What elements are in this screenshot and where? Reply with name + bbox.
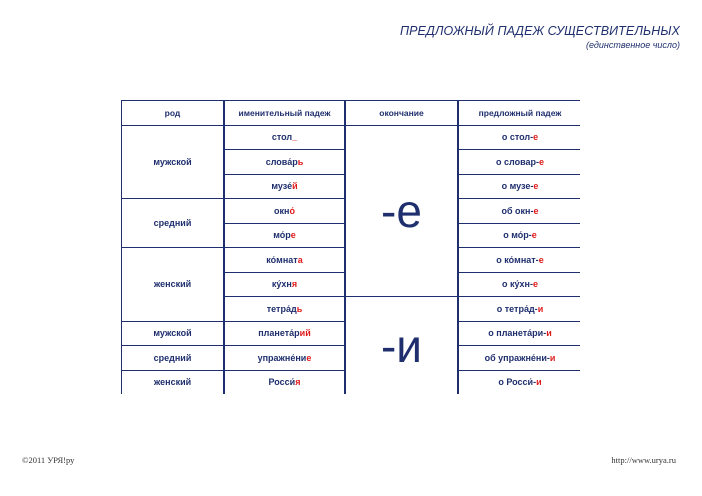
nominative-word <box>225 175 344 199</box>
prepositional-stem: о ко́мнат- <box>496 254 539 265</box>
gender-neuter-1: средний <box>122 199 223 247</box>
prepositional-stem: о словар- <box>495 156 539 167</box>
nominative-stem: стол <box>271 132 293 143</box>
ending-e: -е <box>381 184 422 237</box>
nominative-stem: окн <box>274 205 290 216</box>
prepositional-stem: о Росси́- <box>498 377 537 388</box>
prepositional-stem: об окн- <box>501 205 534 216</box>
nominative-stem: Росси́ <box>268 377 296 388</box>
nominative-word <box>225 273 344 297</box>
prepositional-ending: е <box>533 181 539 192</box>
footer-copyright: ©2011 УРЯ!ру <box>22 455 75 465</box>
declension-table <box>121 100 580 394</box>
nominative-word <box>225 199 344 223</box>
nominative-stem: слова́р <box>265 156 298 167</box>
nominative-word <box>225 126 344 150</box>
prepositional-stem: о стол- <box>501 132 534 143</box>
prepositional-ending: и <box>549 352 556 363</box>
nominative-ending: _ <box>292 132 298 143</box>
ending-i-cell <box>346 297 457 394</box>
nominative-ending: е <box>306 352 312 363</box>
nominative-stem: музе́ <box>271 181 293 192</box>
page-subtitle: (единственное число) <box>586 40 680 50</box>
prepositional-ending: и <box>537 303 544 314</box>
header-gender: род <box>122 101 223 125</box>
prepositional-ending: и <box>546 328 552 339</box>
nominative-word <box>225 248 344 272</box>
nominative-word <box>225 322 344 346</box>
prepositional-ending: и <box>536 377 542 388</box>
header-prepositional: предложный падеж <box>459 101 581 125</box>
nominative-ending: я <box>295 377 301 388</box>
prepositional-ending: е <box>533 205 539 216</box>
nominative-word <box>225 297 344 321</box>
prepositional-word <box>459 371 581 395</box>
page-title: ПРЕДЛОЖНЫЙ ПАДЕЖ СУЩЕСТВИТЕЛЬНЫХ <box>399 24 680 38</box>
prepositional-word <box>459 297 581 321</box>
prepositional-word <box>459 273 581 297</box>
gender-feminine-2: женский <box>122 371 223 395</box>
prepositional-ending: е <box>533 132 539 143</box>
prepositional-ending: е <box>531 230 537 241</box>
nominative-ending: а <box>297 254 303 265</box>
prepositional-stem: о планета́ри- <box>488 328 547 339</box>
prepositional-word <box>459 126 581 150</box>
header-nominative: именительный падеж <box>225 101 344 125</box>
ending-e-cell <box>346 126 457 297</box>
nominative-stem: тетра́д <box>266 303 297 314</box>
gender-neuter-2: средний <box>122 346 223 370</box>
prepositional-stem: о тетра́д- <box>496 303 538 314</box>
header-ending: окончание <box>346 101 457 125</box>
nominative-ending: ий <box>299 328 311 339</box>
gender-feminine-1: женский <box>122 248 223 321</box>
prepositional-word <box>459 150 581 174</box>
footer-url[interactable]: http://www.urya.ru <box>611 455 676 465</box>
prepositional-word <box>459 322 581 346</box>
prepositional-word <box>459 175 581 199</box>
prepositional-stem: о музе- <box>501 181 534 192</box>
gender-masculine-2: мужской <box>122 322 223 346</box>
prepositional-word <box>459 224 581 248</box>
prepositional-ending: е <box>532 279 538 290</box>
nominative-ending: я <box>291 279 298 290</box>
prepositional-word <box>459 248 581 272</box>
nominative-ending: ь <box>296 303 303 314</box>
nominative-stem: планета́р <box>258 328 300 339</box>
nominative-stem: упражне́ни <box>257 352 307 363</box>
nominative-stem: мо́р <box>273 230 291 241</box>
nominative-word <box>225 371 344 395</box>
nominative-word <box>225 224 344 248</box>
prepositional-word <box>459 346 581 370</box>
nominative-ending: й <box>292 181 298 192</box>
prepositional-ending: е <box>538 254 544 265</box>
nominative-ending: о́ <box>289 205 295 216</box>
prepositional-stem: о мо́р- <box>503 230 532 241</box>
nominative-ending: ь <box>297 156 304 167</box>
prepositional-stem: о ку́хн- <box>502 279 533 290</box>
nominative-word <box>225 346 344 370</box>
nominative-stem: ку́хн <box>271 279 292 290</box>
nominative-word <box>225 150 344 174</box>
prepositional-ending: е <box>539 156 545 167</box>
ending-i: -и <box>380 319 422 372</box>
prepositional-stem: об упражне́ни- <box>484 352 550 363</box>
gender-masculine-1: мужской <box>122 126 223 199</box>
nominative-stem: ко́мнат <box>266 254 298 265</box>
prepositional-word <box>459 199 581 223</box>
nominative-ending: е <box>290 230 296 241</box>
